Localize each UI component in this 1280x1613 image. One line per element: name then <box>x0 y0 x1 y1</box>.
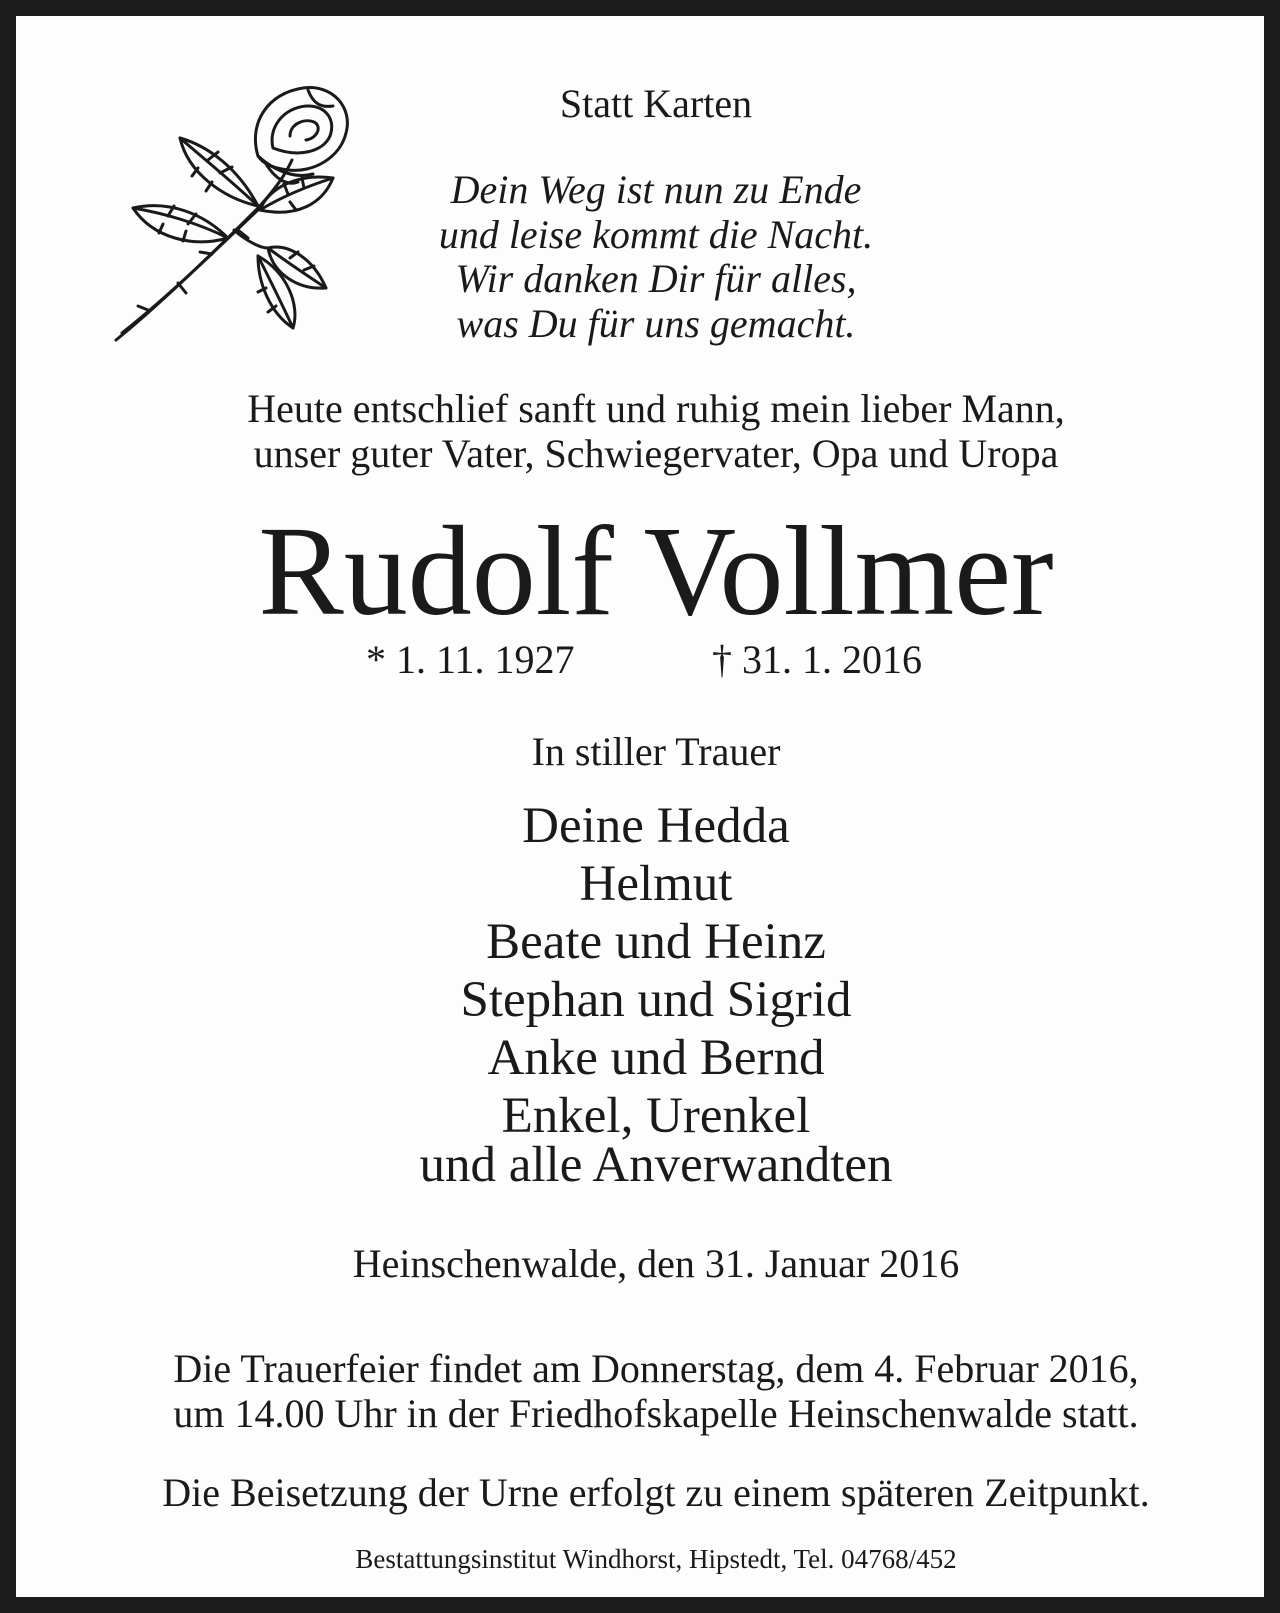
mourning-label: In stiller Trauer <box>531 729 781 774</box>
ceremony-line: um 14.00 Uhr in der Friedhofskapelle Heinschenwalde statt. <box>173 1391 1139 1436</box>
birth-date: * 1. 11. 1927 <box>366 637 575 682</box>
poem-line: was Du für uns gemacht. <box>456 300 856 346</box>
ceremony-line: Die Trauerfeier findet am Donnerstag, dem 4. Februar 2016, <box>173 1346 1139 1391</box>
ceremony-info <box>16 1346 1280 1436</box>
poem-line: Dein Weg ist nun zu Ende <box>450 167 862 212</box>
burial-info: Die Beisetzung der Urne erfolgt zu einem späteren Zeitpunkt. <box>162 1470 1150 1515</box>
poem-line: und leise kommt die Nacht. <box>438 211 874 257</box>
memorial-poem <box>16 168 1280 346</box>
announcement-intro <box>16 386 1280 476</box>
mourner-name: Anke und Bernd <box>487 1030 825 1086</box>
mourners-list <box>16 797 1280 1145</box>
mourner-name: Stephan und Sigrid <box>460 972 852 1028</box>
mourner-name: Beate und Heinz <box>486 914 826 970</box>
place-and-date: Heinschenwalde, den 31. Januar 2016 <box>352 1241 960 1286</box>
mourner-name: Helmut <box>579 856 733 912</box>
header-label: Statt Karten <box>559 81 753 126</box>
deceased-name: Rudolf Vollmer <box>258 500 1054 642</box>
intro-line: unser guter Vater, Schwiegervater, Opa und Uropa <box>253 431 1059 476</box>
poem-line: Wir danken Dir für alles, <box>455 256 857 301</box>
death-date: † 31. 1. 2016 <box>712 637 922 682</box>
relatives-closing: und alle Anverwandten <box>419 1137 893 1193</box>
intro-line: Heute entschlief sanft und ruhig mein lieber Mann, <box>247 386 1065 431</box>
mourner-name: Deine Hedda <box>522 798 790 854</box>
funeral-home-info: Bestattungsinstitut Windhorst, Hipstedt, Tel. 04768/452 <box>355 1544 957 1574</box>
mourner-name: Enkel, Urenkel <box>501 1088 811 1144</box>
